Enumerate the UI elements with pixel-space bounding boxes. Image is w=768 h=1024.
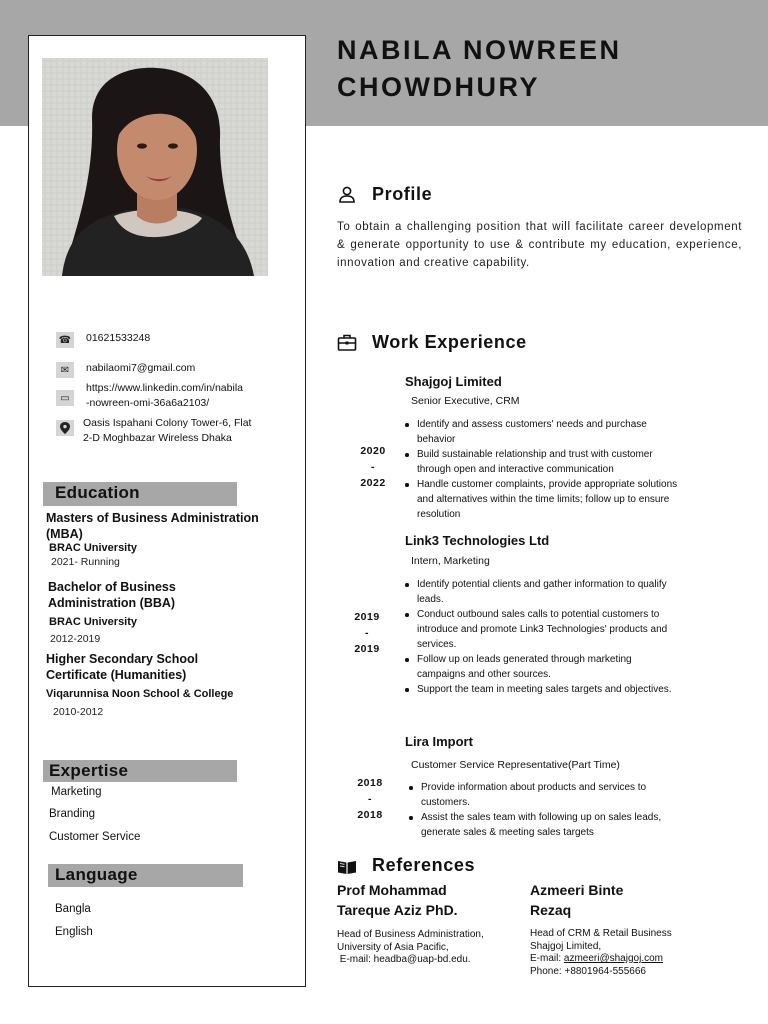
contact-address — [83, 416, 251, 446]
reference-2-line-1: Head of CRM & Retail Business — [530, 928, 672, 939]
job-3-bullets — [408, 780, 693, 840]
edu-2-school: BRAC University — [49, 616, 138, 628]
job-1-dates — [355, 443, 391, 491]
phone-icon: ☎ — [56, 332, 74, 348]
reference-1-name-line-2: Tareque Aziz PhD. — [337, 902, 458, 918]
book-icon — [337, 857, 357, 877]
reference-2-email-prefix: E-mail: — [530, 953, 564, 964]
edu-2-degree — [48, 579, 176, 611]
job-1-bullets — [404, 417, 684, 522]
profile-heading: Profile — [372, 184, 433, 204]
reference-2-name — [530, 880, 623, 920]
location-pin-icon — [56, 420, 74, 436]
person-icon — [337, 185, 357, 205]
profile-photo — [42, 58, 268, 276]
job-bullet: Follow up on leads generated through marketing campaigns and other sources. — [404, 652, 682, 682]
expertise-item: Marketing — [51, 786, 102, 798]
name-line-2: CHOWDHURY — [337, 72, 540, 102]
job-3-role: Customer Service Representative(Part Time) — [411, 759, 620, 771]
candidate-name — [337, 32, 622, 106]
job-1-year-sep: - — [371, 461, 375, 473]
job-bullet: Assist the sales team with following up on sales leads, generate sales & meeting sales targets — [408, 810, 693, 840]
job-bullet: Support the team in meeting sales targets and objectives. — [404, 682, 682, 697]
edu-3-years: 2010-2012 — [53, 706, 104, 718]
reference-2-details — [530, 928, 672, 978]
job-bullet: Provide information about products and services to customers. — [408, 780, 693, 810]
job-3-year-start: 2018 — [357, 777, 383, 789]
reference-2-name-line-1: Azmeeri Binte — [530, 882, 624, 898]
briefcase-icon — [337, 333, 357, 353]
work-experience-heading: Work Experience — [372, 332, 527, 352]
reference-2-email-line — [530, 953, 672, 966]
address-line-2: 2-D Moghbazar Wireless Dhaka — [83, 432, 232, 444]
mail-icon: ✉ — [56, 362, 74, 378]
reference-1-name — [337, 880, 458, 920]
education-heading: Education — [43, 482, 237, 506]
job-3-dates — [352, 775, 388, 823]
edu-1-school: BRAC University — [49, 542, 138, 554]
edu-3-school: Viqarunnisa Noon School & College — [46, 688, 234, 700]
reference-2-phone: Phone: +8801964-555666 — [530, 965, 646, 977]
job-2-bullets — [404, 577, 682, 697]
job-2-role: Intern, Marketing — [411, 555, 490, 567]
job-2-company: Link3 Technologies Ltd — [405, 533, 550, 548]
edu-2-degree-line-1: Bachelor of Business — [48, 580, 176, 594]
job-bullet: Build sustainable relationship and trust with customer through open and interactive communication — [404, 447, 684, 477]
language-heading: Language — [48, 864, 243, 887]
expertise-heading: Expertise — [43, 760, 237, 782]
job-bullet: Conduct outbound sales calls to potential customers to introduce and promote Link3 Technologies' products and services. — [404, 607, 682, 652]
contact-email: nabilaomi7@gmail.com — [86, 362, 196, 374]
references-heading: References — [372, 855, 476, 875]
linkedin-line-1: https://www.linkedin.com/in/nabila — [86, 382, 243, 394]
reference-2-line-2: Shajgoj Limited, — [530, 940, 602, 952]
name-line-1: NABILA NOWREEN — [337, 35, 622, 65]
edu-3-degree-line-2: Certificate (Humanities) — [46, 668, 187, 682]
expertise-item: Customer Service — [49, 831, 141, 843]
expertise-item: Branding — [49, 808, 96, 820]
edu-1-degree — [46, 510, 259, 542]
address-line-1: Oasis Ispahani Colony Tower-6, Flat — [83, 417, 252, 429]
contact-linkedin — [86, 381, 243, 411]
edu-1-degree-line-2: (MBA) — [46, 527, 83, 541]
linkedin-line-2: -nowreen-omi-36a6a2103/ — [86, 397, 210, 409]
edu-2-years: 2012-2019 — [50, 633, 101, 645]
edu-1-degree-line-1: Masters of Business Administration — [46, 511, 259, 525]
edu-2-degree-line-2: Administration (BBA) — [48, 596, 176, 610]
job-bullet: Handle customer complaints, provide appropriate solutions and alternatives within the time limits; follow up to ensure resolution — [404, 477, 684, 522]
laptop-icon: ▭ — [56, 390, 74, 406]
job-1-year-end: 2022 — [360, 477, 386, 489]
job-2-year-start: 2019 — [354, 611, 380, 623]
job-1-role: Senior Executive, CRM — [411, 395, 520, 407]
job-3-year-end: 2018 — [357, 809, 383, 821]
reference-2-name-line-2: Rezaq — [530, 902, 572, 918]
job-1-year-start: 2020 — [360, 445, 386, 457]
profile-summary: To obtain a challenging position that will facilitate career development & generate opportunity to use & contribute my education, experience, innovation and creative capability. — [337, 221, 742, 269]
job-2-year-sep: - — [365, 627, 369, 639]
reference-1-line-2: University of Asia Pacific, — [337, 941, 449, 953]
reference-1-details — [337, 929, 484, 967]
job-1-company: Shajgoj Limited — [405, 374, 502, 389]
job-bullet: Identify potential clients and gather information to qualify leads. — [404, 577, 682, 607]
edu-3-degree-line-1: Higher Secondary School — [46, 652, 199, 666]
job-3-company: Lira Import — [405, 734, 473, 749]
language-item: English — [55, 926, 93, 938]
reference-2-email-link[interactable]: azmeeri@shajgoj.com — [563, 953, 663, 964]
reference-1-email: E-mail: headba@uap-bd.edu. — [337, 954, 471, 965]
edu-1-years: 2021- Running — [51, 556, 120, 568]
job-2-year-end: 2019 — [354, 643, 380, 655]
reference-1-name-line-1: Prof Mohammad — [337, 882, 447, 898]
language-item: Bangla — [55, 903, 91, 915]
job-2-dates — [349, 609, 385, 657]
job-3-year-sep: - — [368, 793, 372, 805]
contact-phone: 01621533248 — [86, 332, 151, 344]
job-bullet: Identify and assess customers' needs and purchase behavior — [404, 417, 684, 447]
reference-1-line-1: Head of Business Administration, — [337, 929, 484, 940]
edu-3-degree — [46, 651, 198, 683]
portrait-photo — [42, 58, 268, 276]
